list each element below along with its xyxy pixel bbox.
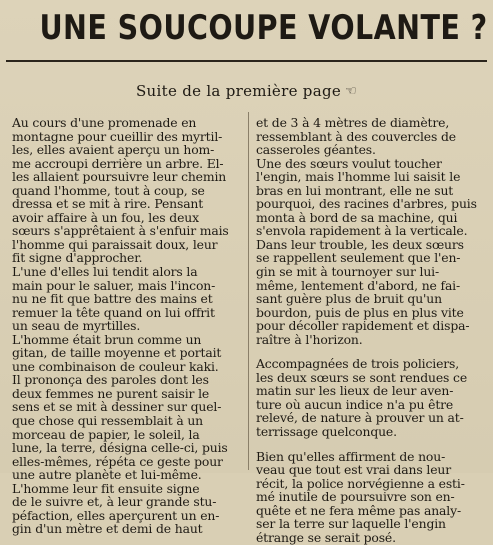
headline-rule — [6, 60, 487, 62]
text-line: remuer la tête quand on lui offrit — [12, 304, 215, 320]
text-line: même, lentement d'abord, ne fai- — [256, 277, 461, 293]
text-line: péfaction, elles aperçurent un en- — [12, 507, 220, 523]
text-line: Accompagnées de trois policiers, — [256, 356, 460, 372]
text-line: L'homme était brun comme un — [12, 331, 202, 347]
text-line: casseroles géantes. — [256, 142, 376, 158]
headline: UNE SOUCOUPE VOLANTE ? — [39, 8, 488, 48]
text-line: elles-mêmes, répéta ce geste pour — [12, 453, 223, 469]
text-line: gin d'un mètre et demi de haut — [12, 521, 203, 537]
text-line: L'une d'elles lui tendit alors la — [12, 264, 198, 280]
text-line: raître à l'horizon. — [256, 331, 363, 347]
text-line: dressa et se mit à rire. Pensant — [12, 196, 204, 212]
text-line: morceau de papier, le soleil, la — [12, 426, 200, 442]
text-line: lune, la terre, désigna celle-ci, puis — [12, 440, 228, 456]
text-line: gin se mit à tournoyer sur lui- — [256, 264, 440, 280]
continuation-subhead — [0, 82, 493, 100]
right-column — [256, 116, 488, 544]
text-line: de le suivre et, à leur grande stu- — [12, 494, 217, 510]
text-line: Une des sœurs voulut toucher — [256, 155, 442, 171]
text-line: l'engin, mais l'homme lui saisit le — [256, 169, 461, 185]
text-line: Dans leur trouble, les deux sœurs — [256, 236, 464, 252]
text-line: ture où aucun indice n'a pu être — [256, 396, 454, 412]
text-line: main pour le saluer, mais l'incon- — [12, 277, 216, 293]
text-line: L'homme leur fit ensuite signe — [12, 480, 200, 496]
text-line: bras en lui montrant, elle ne sut — [256, 182, 454, 198]
text-line: sens et se mit à dessiner sur quel- — [12, 399, 222, 415]
subhead-text: Suite de la première page — [135, 82, 342, 100]
text-line: pour décoller rapidement et dispa- — [256, 318, 470, 334]
pointing-hand-icon: ☜ — [345, 84, 358, 99]
text-line: avoir affaire à un fou, les deux — [12, 209, 199, 225]
text-line: veau que tout est vrai dans leur — [256, 462, 451, 478]
text-line: Au cours d'une promenade en — [12, 115, 197, 130]
text-line: les allaient poursuivre leur chemin — [12, 169, 227, 185]
text-line: et de 3 à 4 mètres de diamètre, — [256, 115, 450, 130]
paragraph-gap — [256, 439, 488, 450]
text-line: Il prononça des paroles dont les — [12, 372, 209, 388]
text-line: un seau de myrtilles. — [12, 318, 141, 334]
text-line: sœurs s'apprêtaient à s'enfuir mais — [12, 223, 229, 239]
text-line: que chose qui ressemblait à un — [12, 413, 204, 429]
text-line: une combinaison de couleur kaki. — [12, 358, 219, 374]
column-divider — [248, 112, 249, 470]
text-line: quand l'homme, tout à coup, se — [12, 182, 205, 198]
text-line: monta à bord de sa machine, qui — [256, 209, 458, 225]
text-line: récit, la police norvégienne a esti- — [256, 475, 465, 491]
text-line: terrissage quelconque. — [256, 424, 397, 440]
text-line: mé inutile de poursuivre son en- — [256, 489, 455, 505]
text-line: montagne pour cueillir des myrtil- — [12, 128, 223, 144]
text-line: ressemblant à des couvercles de — [256, 128, 456, 144]
text-line: bourdon, puis de plus en plus vite — [256, 304, 464, 320]
text-line: les deux sœurs se sont rendues ce — [256, 369, 468, 385]
text-line: fit signe d'approcher. — [12, 250, 143, 266]
text-line: s'envola rapidement à la verticale. — [256, 223, 468, 239]
text-line: quête et ne fera même pas analy- — [256, 502, 461, 518]
text-line: relevé, de nature à prouver un at- — [256, 410, 464, 426]
text-line: matin sur les lieux de leur aven- — [256, 383, 454, 399]
text-line: Bien qu'elles affirment de nou- — [256, 448, 446, 464]
text-line: ser la terre sur laquelle l'engin — [256, 516, 446, 532]
text-line: l'homme qui paraissait doux, leur — [12, 236, 218, 252]
text-line: gitan, de taille moyenne et portait — [12, 345, 222, 361]
text-line: étrange se serait posé. — [256, 529, 396, 545]
text-line: une autre planète et lui-même. — [12, 467, 202, 483]
text-line: nu ne fit que battre des mains et — [12, 291, 213, 307]
text-line: deux femmes ne purent saisir le — [12, 385, 210, 401]
text-line: sant guère plus de bruit qu'un — [256, 291, 442, 307]
text-line: se rappellent seulement que l'en- — [256, 250, 461, 266]
text-line: me accroupi derrière un arbre. El- — [12, 155, 224, 171]
text-line: pourquoi, des racines d'arbres, puis — [256, 196, 477, 212]
text-line: les, elles avaient aperçu un hom- — [12, 142, 215, 158]
